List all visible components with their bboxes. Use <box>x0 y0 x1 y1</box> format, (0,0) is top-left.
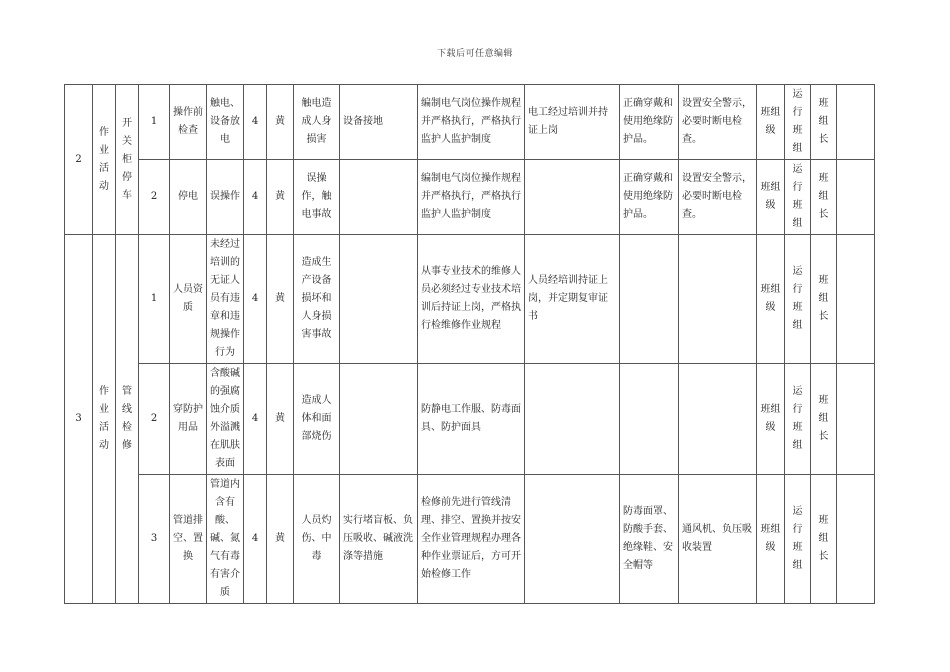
item-name: 停电 <box>170 160 207 235</box>
item-name: 穿防护用品 <box>170 364 207 475</box>
hazard: 未经过培训的无证人员有违章和违规操作行为 <box>207 235 244 364</box>
responsible-person: 班组长 <box>811 475 837 604</box>
engineering-measure: 实行堵盲板、负压吸收、碱液洗涤等措施 <box>340 475 418 604</box>
risk-level: 4 <box>244 85 267 160</box>
responsible-person: 班组长 <box>811 160 837 235</box>
hazard: 含酸碱的强腐蚀介质外溢溅在肌肤表面 <box>207 364 244 475</box>
step-no: 1 <box>139 85 170 160</box>
step-no: 3 <box>139 475 170 604</box>
risk-level: 4 <box>244 364 267 475</box>
group-activity: 开关柜停车 <box>116 85 139 235</box>
consequence: 触电造成人身损害 <box>294 85 340 160</box>
ppe-measure: 防毒面罩、防酸手套、绝缘鞋、安全帽等 <box>620 475 679 604</box>
risk-color: 黄 <box>267 85 294 160</box>
risk-color: 黄 <box>267 364 294 475</box>
group-activity: 管线检修 <box>116 235 139 604</box>
risk-color: 黄 <box>267 235 294 364</box>
risk-level: 4 <box>244 160 267 235</box>
control-grade: 班组级 <box>757 160 785 235</box>
ppe-measure <box>620 364 679 475</box>
management-measure: 防静电工作服、防毒面具、防护面具 <box>418 364 525 475</box>
training-measure <box>525 364 620 475</box>
consequence: 造成生产设备损坏和人身损害事故 <box>294 235 340 364</box>
control-grade: 班组级 <box>757 85 785 160</box>
hazard: 管道内含有酸、碱、氮气有毒有害介质 <box>207 475 244 604</box>
ppe-measure: 正确穿戴和使用绝缘防护品。 <box>620 85 679 160</box>
risk-level: 4 <box>244 475 267 604</box>
table-row <box>65 235 875 364</box>
item-name: 人员资质 <box>170 235 207 364</box>
emergency-measure: 设置安全警示，必要时断电检查。 <box>679 85 757 160</box>
management-measure: 编制电气岗位操作规程并严格执行，严格执行监护人监护制度 <box>418 160 525 235</box>
step-no: 2 <box>139 160 170 235</box>
ppe-measure: 正确穿戴和使用绝缘防护品。 <box>620 160 679 235</box>
table-row <box>65 475 875 604</box>
item-name: 管道排空、置换 <box>170 475 207 604</box>
consequence: 造成人体和面部烧伤 <box>294 364 340 475</box>
responsible-unit: 运行班组 <box>785 364 811 475</box>
emergency-measure: 通风机、负压吸收装置 <box>679 475 757 604</box>
risk-level: 4 <box>244 235 267 364</box>
responsible-person: 班组长 <box>811 364 837 475</box>
risk-color: 黄 <box>267 475 294 604</box>
emergency-measure <box>679 364 757 475</box>
engineering-measure <box>340 364 418 475</box>
training-measure <box>525 160 620 235</box>
risk-color: 黄 <box>267 160 294 235</box>
hazard: 误操作 <box>207 160 244 235</box>
table-row <box>65 364 875 475</box>
item-name: 操作前检查 <box>170 85 207 160</box>
management-measure: 从事专业技术的维修人员必须经过专业技术培训后持证上岗，严格执行检维修作业规程 <box>418 235 525 364</box>
engineering-measure <box>340 235 418 364</box>
ppe-measure <box>620 235 679 364</box>
training-measure <box>525 475 620 604</box>
group-category: 作业活动 <box>93 235 116 604</box>
risk-table <box>64 84 875 604</box>
group-category: 作业活动 <box>93 85 116 235</box>
consequence: 人员灼伤、中毒 <box>294 475 340 604</box>
group-no: 2 <box>65 85 93 235</box>
step-no: 2 <box>139 364 170 475</box>
step-no: 1 <box>139 235 170 364</box>
consequence: 误操作，触电事故 <box>294 160 340 235</box>
training-measure: 电工经过培训并持证上岗 <box>525 85 620 160</box>
management-measure: 检修前先进行管线清理、排空、置换并按安全作业管理规程办理各种作业票证后，方可开始检修工作 <box>418 475 525 604</box>
page-header: 下载后可任意编辑 <box>436 49 513 59</box>
management-measure: 编制电气岗位操作规程并严格执行，严格执行监护人监护制度 <box>418 85 525 160</box>
control-grade: 班组级 <box>757 475 785 604</box>
emergency-measure: 设置安全警示，必要时断电检查。 <box>679 160 757 235</box>
responsible-unit: 运行班组 <box>785 235 811 364</box>
responsible-unit: 运行班组 <box>785 475 811 604</box>
responsible-unit: 运行班组 <box>785 85 811 160</box>
engineering-measure <box>340 160 418 235</box>
training-measure: 人员经培训持证上岗，并定期复审证书 <box>525 235 620 364</box>
table-row <box>65 85 875 160</box>
emergency-measure <box>679 235 757 364</box>
responsible-person: 班组长 <box>811 85 837 160</box>
responsible-person: 班组长 <box>811 235 837 364</box>
responsible-unit: 运行班组 <box>785 160 811 235</box>
hazard: 触电、设备放电 <box>207 85 244 160</box>
table-row <box>65 160 875 235</box>
engineering-measure: 设备接地 <box>340 85 418 160</box>
group-no: 3 <box>65 235 93 604</box>
control-grade: 班组级 <box>757 235 785 364</box>
control-grade: 班组级 <box>757 364 785 475</box>
